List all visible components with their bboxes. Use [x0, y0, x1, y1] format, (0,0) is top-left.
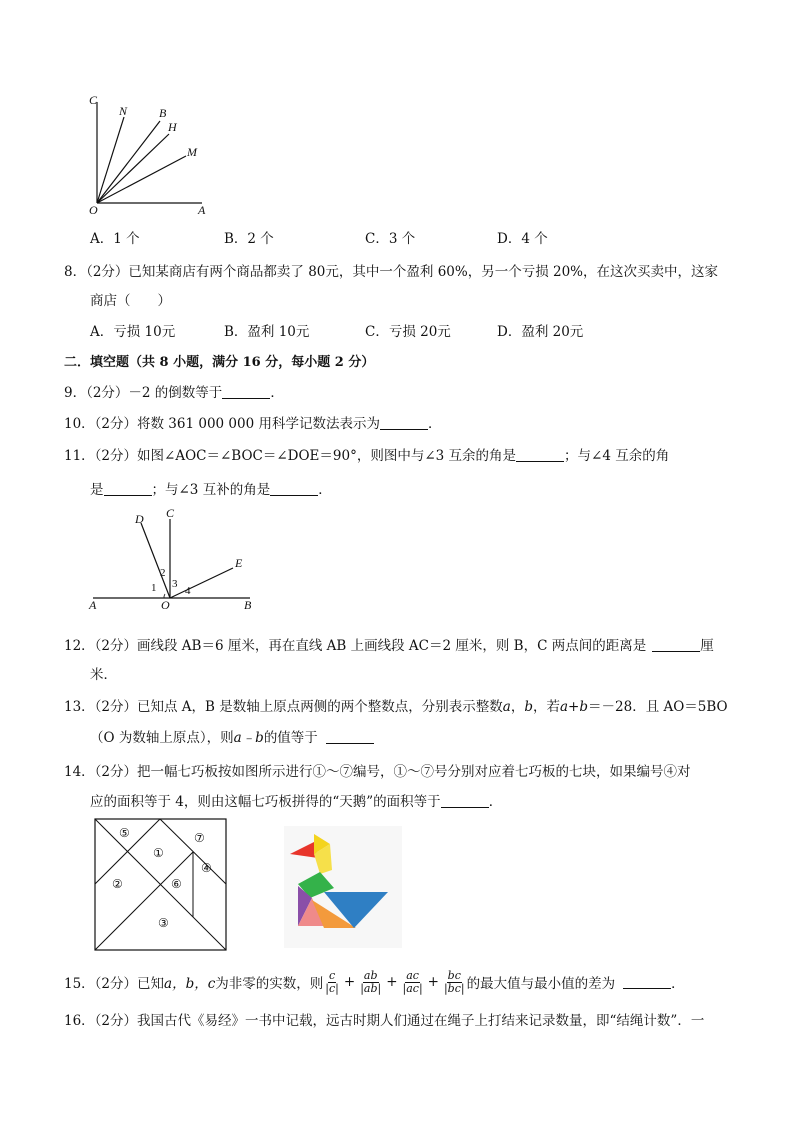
q11-answer-blank-1[interactable]: [516, 449, 564, 462]
q16-line-1: 16．（2分）我国古代《易经》一书中记载，远古时期人们通过在绳子上打结来记录数量，即“结绳计数”．一: [64, 1013, 705, 1029]
q8-option-c: C．亏损 20元: [365, 324, 451, 340]
q15-pre: 15．（2分）已知: [64, 976, 165, 992]
q8-option-d: D．盈利 20元: [497, 324, 584, 340]
figure-tangram-square: [94, 818, 229, 954]
piece-1-label: ①: [153, 846, 164, 860]
q11-text-a: 11．（2分）如图∠AOC＝∠BOC＝∠DOE＝90°，则图中与∠3 互余的角是: [64, 448, 517, 464]
q13-answer-blank[interactable]: [326, 731, 374, 744]
label-a: A: [89, 598, 97, 612]
piece-4-label: ④: [201, 861, 212, 875]
label-d: D: [135, 512, 144, 526]
section-title-fill-blank: 二．填空题（共 8 小题，满分 16 分，每小题 2 分）: [64, 355, 375, 370]
q9-end: ．: [270, 385, 284, 401]
label-b: B: [244, 598, 252, 612]
q15-end: ．: [671, 976, 685, 992]
label-m: M: [187, 145, 197, 159]
q11-answer-blank-2[interactable]: [104, 483, 152, 496]
q12-line-2: 米．: [90, 667, 117, 683]
q14-line-1: 14．（2分）把一幅七巧板按如图所示进行①～⑦编号，①～⑦号分别对应着七巧板的七块，如果编号④对: [64, 764, 691, 780]
q11-line-2: [90, 478, 332, 498]
q9-text: 9．（2分）－2 的倒数等于: [64, 385, 223, 401]
figure-swan-tangram: [284, 826, 402, 948]
label-n: N: [119, 104, 128, 118]
q15-post: 的最大值与最小值的差为: [466, 976, 616, 992]
q7-option-b: B．2 个: [224, 231, 274, 247]
angle-3-label: 3: [172, 578, 178, 590]
label-a: A: [198, 203, 206, 217]
q8-line-2: 商店（ ）: [90, 293, 171, 309]
q8-option-b: B．盈利 10元: [224, 324, 310, 340]
q10-text: 10．（2分）将数 361 000 000 用科学记数法表示为: [64, 416, 380, 432]
fraction-c: $\frac{c}{|c|}$: [325, 968, 339, 995]
figure-q11-angles: [85, 505, 265, 615]
label-e: E: [235, 556, 243, 570]
q11-text-c: 是: [90, 482, 104, 498]
q14-text-b: ．: [488, 794, 503, 810]
q13-var-a: a: [502, 699, 511, 715]
q10-end: ．: [427, 416, 442, 432]
angle-1-label: 1: [151, 582, 157, 594]
q11-text-b: ；与∠4 互余的角: [564, 448, 670, 464]
q10-answer-blank[interactable]: [380, 417, 428, 430]
q9: [64, 381, 284, 401]
label-b: B: [159, 106, 167, 120]
q14-text-a: 应的面积等于 4，则由这幅七巧板拼得的“天鹅”的面积等于: [90, 794, 441, 810]
piece-2-label: ②: [112, 877, 123, 891]
q15-answer-blank[interactable]: [623, 976, 671, 989]
q7-option-d: D．4 个: [497, 231, 548, 247]
fraction-bc: $\frac{bc}{|bc|}$: [443, 968, 465, 995]
q8-option-a: A．亏损 10元: [90, 324, 176, 340]
q13-text-c: ＝－28．且 AO＝5BO: [588, 699, 728, 715]
q13-line-2: [90, 726, 374, 746]
q15: 15．（2分）已知 a，b，c 为非零的实数，则 $\frac{c}{|c|}$ + $\frac{ab}{|ab|}$ + $\frac{ac}{|ac|}$ + $\frac{bc}{|bc|}$ 的最大值与最小值的差为 ．: [64, 968, 685, 995]
q14-line-2: [90, 790, 502, 810]
q15-mid: 为非零的实数，则: [215, 976, 324, 992]
angle-4-label: 4: [185, 585, 191, 597]
q13-expr: a+b: [560, 699, 589, 715]
fraction-ac: $\frac{ac}{|ac|}$: [402, 968, 423, 995]
label-c: C: [89, 93, 98, 107]
q11-answer-blank-3[interactable]: [270, 483, 318, 496]
q13-text-d: （O 为数轴上原点），则: [90, 730, 234, 746]
q13-text-a: 13．（2分）已知点 A，B 是数轴上原点两侧的两个整数点，分别表示整数: [64, 699, 503, 715]
q11-text-e: ．: [318, 482, 332, 498]
piece-7-label: ⑦: [194, 831, 205, 845]
figure-q7-rays: [82, 90, 217, 220]
piece-5-label: ⑤: [119, 826, 130, 840]
q11-text-d: ；与∠3 互补的角是: [151, 482, 271, 498]
piece-3-label: ③: [158, 916, 169, 930]
q13-text-e: 的值等于: [263, 730, 318, 746]
q10: [64, 412, 441, 432]
q8-line-1: 8．（2分）已知某商店有两个商品都卖了 80元，其中一个盈利 60%，另一个亏损 20%，在这次买卖中，这家: [64, 264, 718, 280]
angle-2-label: 2: [160, 567, 166, 579]
label-o: O: [161, 598, 170, 612]
q13-expr-2: a﹣b: [233, 730, 264, 746]
q14-answer-blank[interactable]: [441, 795, 489, 808]
q13-line-1: [64, 695, 728, 715]
q12-text-a: 12．（2分）画线段 AB＝6 厘米，再在直线 AB 上画线段 AC＝2 厘米，则 B，C 两点间的距离是: [64, 638, 647, 654]
q7-option-a: A．1 个: [90, 231, 140, 247]
q12-text-b: 厘: [700, 638, 714, 654]
q9-answer-blank[interactable]: [222, 386, 270, 399]
q13-var-b: b: [524, 699, 533, 715]
q15-vars: a，b，c: [164, 976, 216, 992]
q13-text-b: ，若: [533, 699, 560, 715]
fraction-ab: $\frac{ab}{|ab|}$: [360, 968, 382, 995]
label-c: C: [166, 506, 175, 520]
q13-comma: ，: [510, 699, 525, 715]
q12-answer-blank[interactable]: [652, 639, 700, 652]
label-o: O: [89, 203, 98, 217]
q7-option-c: C．3 个: [365, 231, 416, 247]
q12-line-1: [64, 634, 714, 654]
label-h: H: [168, 120, 177, 134]
q11-line-1: [64, 444, 669, 464]
piece-6-label: ⑥: [171, 877, 182, 891]
